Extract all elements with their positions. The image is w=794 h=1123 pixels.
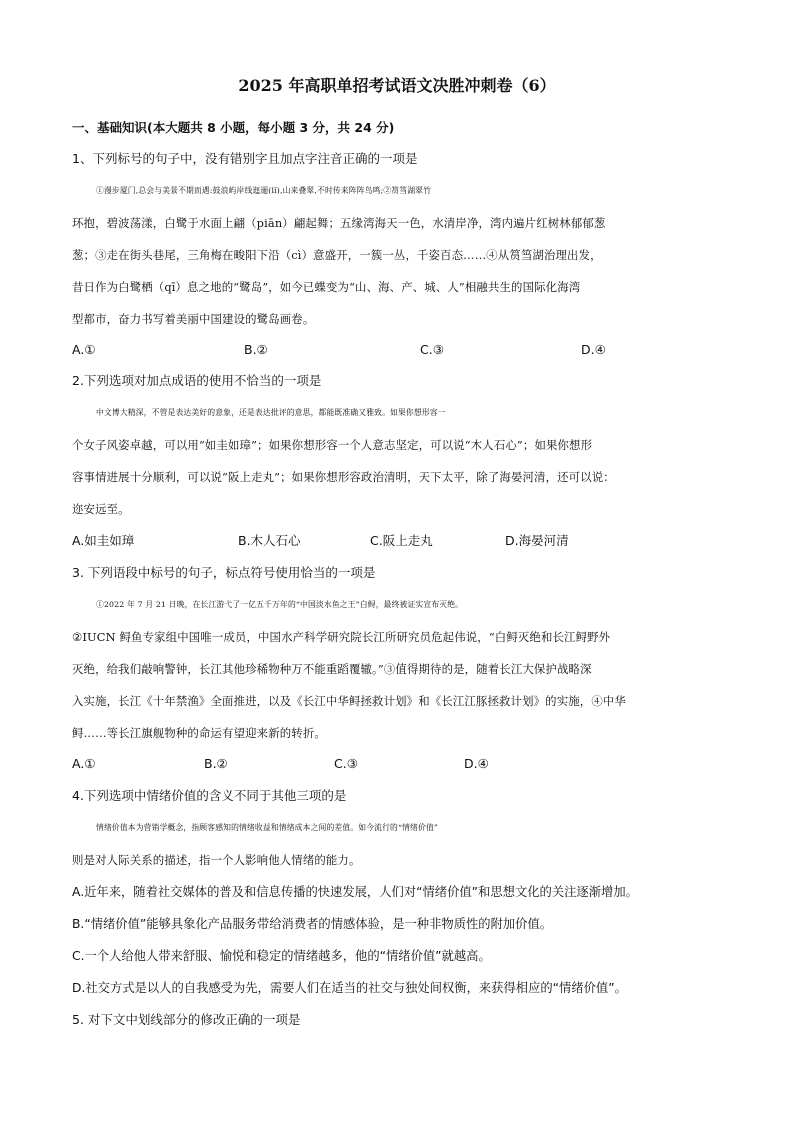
question-3-stem: 3. 下列语段中标号的句子，标点符号使用恰当的一项是 xyxy=(72,565,376,580)
option-c[interactable]: C.③ xyxy=(334,756,358,771)
question-4-passage-line: 则是对人际关系的描述，指一个人影响他人情绪的能力。 xyxy=(72,853,361,867)
option-d[interactable]: D.④ xyxy=(581,342,606,357)
question-2-passage-line: 容事情进展十分顺利，可以说“阪上走丸”；如果你想形容政治清明，天下太平，除了海晏河清，还可以说： xyxy=(72,470,615,484)
question-3-passage-line: 入实施，长江《十年禁渔》全面推进，以及《长江中华鲟拯救计划》和《长江江豚拯救计划》的实施，④中华 xyxy=(72,694,626,708)
question-3-passage-line: 灭绝，给我们敲响警钟，长江其他珍稀物种万不能重蹈覆辙。”③值得期待的是，随着长江大保护战略深 xyxy=(72,662,592,676)
question-2-stem: 2.下列选项对加点成语的使用不恰当的一项是 xyxy=(72,373,322,388)
option-a[interactable]: A.① xyxy=(72,342,96,357)
question-3-options xyxy=(72,756,732,772)
question-1-options xyxy=(72,342,732,358)
question-3-passage-line: ②IUCN 鲟鱼专家组中国唯一成员，中国水产科学研究院长江所研究员危起伟说，“白鲟灭绝和长江鲟野外 xyxy=(72,630,611,644)
question-4-option-d[interactable]: D.社交方式是以人的自我感受为先，需要人们在适当的社交与独处间权衡，来获得相应的“情绪价值”。 xyxy=(72,981,627,995)
option-d[interactable]: D.④ xyxy=(464,756,489,771)
question-4-option-b[interactable]: B.“情绪价值”能够具象化产品服务带给消费者的情感体验，是一种非物质性的附加价值。 xyxy=(72,917,553,931)
question-1-passage-line: 昔日作为白鹭栖（qī）息之地的“鹭岛”，如今已蝶变为“山、海、产、城、人”相融共生的国际化海湾 xyxy=(72,280,581,294)
question-3-passage-line: ①2022 年 7 月 21 日晚，在长江游弋了一亿五千万年的“中国淡水鱼之王”白鲟，最终被证实宣布灭绝。 xyxy=(96,600,464,609)
question-1-passage-line: 环抱，碧波荡漾，白鹭于水面上翩（piān）翩起舞；五缘湾海天一色，水清岸净，湾内遍片红树林郁郁葱 xyxy=(72,216,606,230)
option-b[interactable]: B.木人石心 xyxy=(238,533,301,548)
question-2-passage-line: 个女子风姿卓越，可以用“如圭如璋”；如果你想形容一个人意志坚定，可以说“木人石心”；如果你想形 xyxy=(72,438,593,452)
question-1-stem: 1、下列标号的句子中，没有错别字且加点字注音正确的一项是 xyxy=(72,151,418,166)
question-2-options xyxy=(72,533,732,549)
option-b[interactable]: B.② xyxy=(244,342,268,357)
option-b[interactable]: B.② xyxy=(204,756,228,771)
question-1-passage-line: ①漫步厦门,总会与美景不期而遇:鼓浪屿岸线迤逦(lǐ),山来叠翠,不时传来阵阵鸟鸣;②筼筜湖翠竹 xyxy=(96,186,432,195)
page-title: 2025 年高职单招考试语文决胜冲刺卷（6） xyxy=(238,76,556,95)
question-1-passage-line: 型都市，奋力书写着美丽中国建设的鹭岛画卷。 xyxy=(72,312,315,326)
section-heading: 一、基础知识(本大题共 8 小题，每小题 3 分，共 24 分) xyxy=(72,120,395,135)
question-3-passage-line: 鲟……等长江旗舰物种的命运有望迎来新的转折。 xyxy=(72,726,326,740)
option-d[interactable]: D.海晏河清 xyxy=(505,533,569,548)
question-4-option-a[interactable]: A.近年来，随着社交媒体的普及和信息传播的快速发展，人们对“情绪价值”和思想文化的关注逐渐增加。 xyxy=(72,885,638,899)
question-4-option-c[interactable]: C.一个人给他人带来舒服、愉悦和稳定的情绪越多，他的“情绪价值”就越高。 xyxy=(72,949,491,963)
question-2-passage-line: 中文博大精深，不管是表达美好的意象，还是表达批评的意思，都能既准确又雅致。如果你想形容一 xyxy=(96,408,446,417)
question-4-stem: 4.下列选项中情绪价值的含义不同于其他三项的是 xyxy=(72,788,347,803)
option-a[interactable]: A.如圭如璋 xyxy=(72,533,135,548)
option-a[interactable]: A.① xyxy=(72,756,96,771)
question-5-stem: 5. 对下文中划线部分的修改正确的一项是 xyxy=(72,1012,301,1027)
question-2-passage-line: 迩安远至。 xyxy=(72,502,130,516)
option-c[interactable]: C.③ xyxy=(420,342,444,357)
question-1-passage-line: 葱；③走在街头巷尾，三角梅在畯阳下沿（cì）意盛开，一簇一丛，千姿百态……④从筼筜湖治理出发， xyxy=(72,248,602,262)
option-c[interactable]: C.阪上走丸 xyxy=(370,533,433,548)
question-4-passage-line: 情绪价值本为营销学概念，指顾客感知的情绪收益和情绪成本之间的差值。如今流行的“情绪价值” xyxy=(96,823,439,832)
